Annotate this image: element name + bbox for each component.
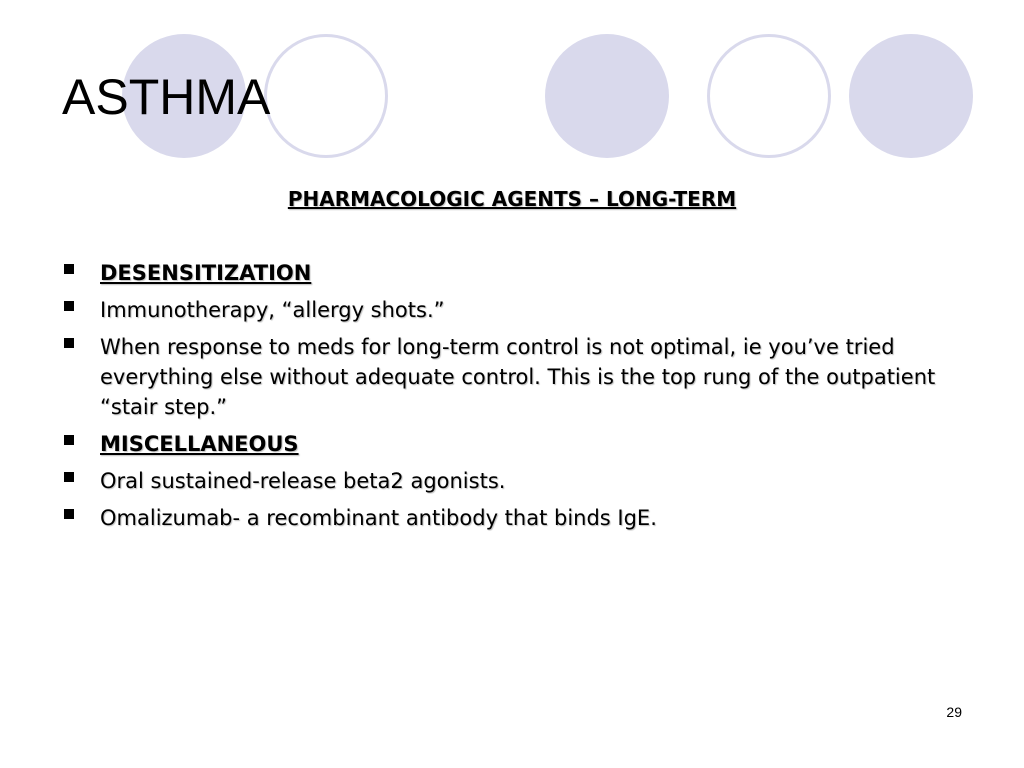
bullet-item	[62, 295, 962, 325]
bullet-text: Immunotherapy, “allergy shots.”	[100, 298, 445, 322]
decorative-circle-2	[264, 34, 388, 158]
decorative-circle-3	[545, 34, 669, 158]
bullet-item	[62, 258, 962, 288]
bullet-text: When response to meds for long-term control is not optimal, ie you’ve tried everything else without adequate control. This is the top rung of the outpatient “stair step.”	[100, 335, 936, 419]
bullet-text: MISCELLANEOUS	[100, 432, 299, 456]
bullet-list	[62, 258, 962, 540]
square-bullet-icon	[64, 338, 74, 348]
bullet-item	[62, 429, 962, 459]
square-bullet-icon	[64, 472, 74, 482]
slide-subtitle: PHARMACOLOGIC AGENTS – LONG-TERM	[287, 187, 737, 211]
page-number: 29	[946, 704, 962, 720]
square-bullet-icon	[64, 435, 74, 445]
slide-title: ASTHMA	[62, 69, 271, 125]
bullet-text: Oral sustained-release beta2 agonists.	[100, 469, 506, 493]
bullet-item	[62, 466, 962, 496]
square-bullet-icon	[64, 509, 74, 519]
square-bullet-icon	[64, 301, 74, 311]
bullet-item	[62, 503, 962, 533]
square-bullet-icon	[64, 264, 74, 274]
decorative-circle-4	[707, 34, 831, 158]
bullet-text: Omalizumab- a recombinant antibody that binds IgE.	[100, 506, 657, 530]
decorative-circle-5	[849, 34, 973, 158]
bullet-item	[62, 332, 962, 422]
bullet-text: DESENSITIZATION	[100, 261, 312, 285]
